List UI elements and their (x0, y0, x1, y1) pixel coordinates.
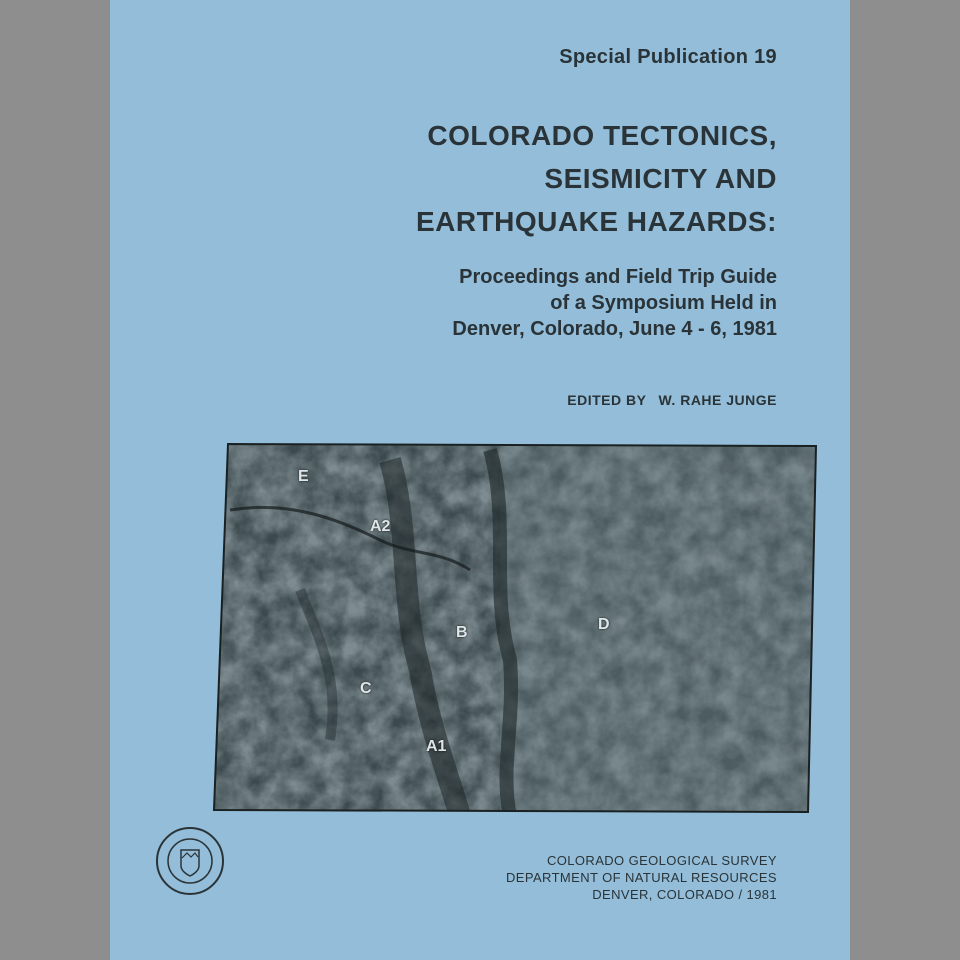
state-seal (155, 826, 225, 896)
cover-subtitle (452, 264, 777, 342)
map-label-d: D (598, 616, 610, 633)
title-line: EARTHQUAKE HAZARDS: (415, 206, 777, 237)
subtitle-line: Denver, Colorado, June 4 - 6, 1981 (452, 318, 777, 340)
subtitle-line: Proceedings and Field Trip Guide (459, 266, 777, 288)
series-label: Special Publication 19 (559, 46, 777, 68)
publisher-block (506, 852, 777, 903)
publisher-line: COLORADO GEOLOGICAL SURVEY (546, 853, 777, 868)
editor-credit (567, 392, 777, 408)
title-line: COLORADO TECTONICS, (427, 120, 777, 151)
map-label-a2: A2 (370, 518, 391, 535)
publisher-line: DENVER, COLORADO / 1981 (592, 887, 777, 902)
colorado-relief-map (210, 440, 820, 816)
subtitle-line: of a Symposium Held in (550, 292, 777, 314)
map-label-a1: A1 (426, 738, 447, 755)
book-cover (110, 0, 850, 960)
map-label-e: E (298, 468, 309, 485)
map-label-b: B (456, 624, 468, 641)
editor-prefix: EDITED BY (567, 392, 647, 408)
title-line: SEISMICITY AND (544, 163, 777, 194)
state-seal-icon (155, 826, 225, 896)
cover-title (416, 114, 777, 243)
map-label-c: C (360, 680, 372, 697)
publisher-line: DEPARTMENT OF NATURAL RESOURCES (506, 870, 777, 885)
editor-name: W. RAHE JUNGE (658, 392, 777, 408)
relief-map-graphic (210, 440, 820, 816)
